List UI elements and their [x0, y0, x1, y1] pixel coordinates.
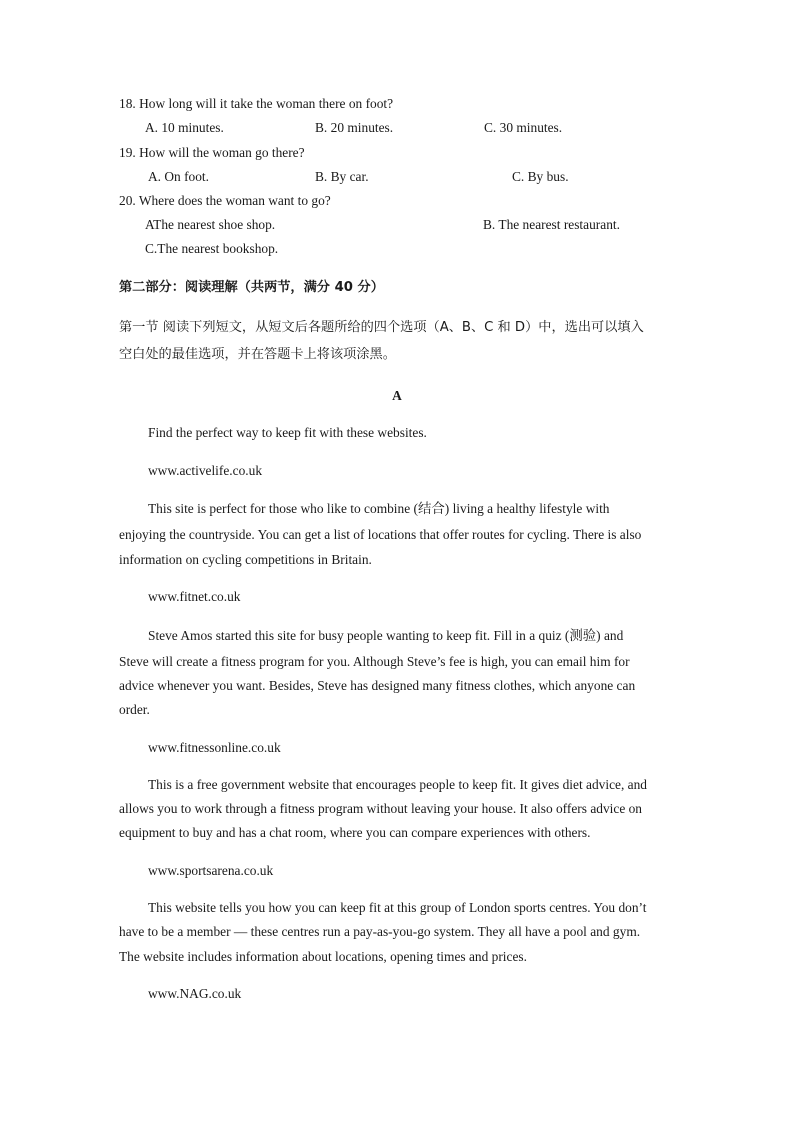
site4-line-2: have to be a member — these centres run a pay-as-you-go system. They all have a pool and gym. [119, 924, 641, 939]
passage-label: A [392, 388, 402, 403]
q20-option-c: C.The nearest bookshop. [145, 241, 279, 256]
site1-url: www.activelife.co.uk [148, 463, 263, 478]
question-18: 18. How long will it take the woman there on foot? [119, 96, 394, 111]
q18-option-c: C. 30 minutes. [484, 120, 563, 135]
site2-line-2: Steve will create a fitness program for you. Although Steve’s fee is high, you can email him for [119, 654, 630, 669]
q18-option-a: A. 10 minutes. [145, 120, 224, 135]
site4-url: www.sportsarena.co.uk [148, 863, 274, 878]
section-heading: 第二部分：阅读理解（共两节，满分 40 分） [119, 280, 384, 295]
q20-option-b: B. The nearest restaurant. [483, 217, 620, 232]
q19-option-a: A. On foot. [148, 169, 209, 184]
site4-line-1: This website tells you how you can keep fit at this group of London sports centres. You don’t [148, 900, 647, 915]
q18-option-b: B. 20 minutes. [315, 120, 394, 135]
instruction-line-2: 空白处的最佳选项，并在答题卡上将该项涂黑。 [119, 347, 396, 362]
site1-line-2: enjoying the countryside. You can get a list of locations that offer routes for cycling. There is also [119, 527, 642, 542]
site2-line-1: Steve Amos started this site for busy people wanting to keep fit. Fill in a quiz (测验) and [148, 628, 624, 643]
site4-line-3: The website includes information about locations, opening times and prices. [119, 949, 527, 964]
question-20: 20. Where does the woman want to go? [119, 193, 331, 208]
site2-url: www.fitnet.co.uk [148, 589, 241, 604]
site1-line-3: information on cycling competitions in Britain. [119, 552, 372, 567]
q19-option-c: C. By bus. [512, 169, 569, 184]
site3-line-3: equipment to buy and has a chat room, where you can compare experiences with others. [119, 825, 591, 840]
site3-line-2: allows you to work through a fitness program without leaving your house. It also offers advice on [119, 801, 642, 816]
q20-option-a: AThe nearest shoe shop. [145, 217, 276, 232]
site3-url: www.fitnessonline.co.uk [148, 740, 281, 755]
instruction-line-1: 第一节 阅读下列短文，从短文后各题所给的四个选项（A、B、C 和 D）中，选出可以填入 [119, 320, 644, 335]
question-19: 19. How will the woman go there? [119, 145, 305, 160]
site2-line-4: order. [119, 702, 150, 717]
passage-intro: Find the perfect way to keep fit with these websites. [148, 425, 427, 440]
q19-option-b: B. By car. [315, 169, 369, 184]
site2-line-3: advice whenever you want. Besides, Steve has designed many fitness clothes, which anyone can [119, 678, 636, 693]
site1-line-1: This site is perfect for those who like to combine (结合) living a healthy lifestyle with [148, 501, 610, 516]
site5-url: www.NAG.co.uk [148, 986, 242, 1001]
site3-line-1: This is a free government website that encourages people to keep fit. It gives diet advice, and [148, 777, 647, 792]
